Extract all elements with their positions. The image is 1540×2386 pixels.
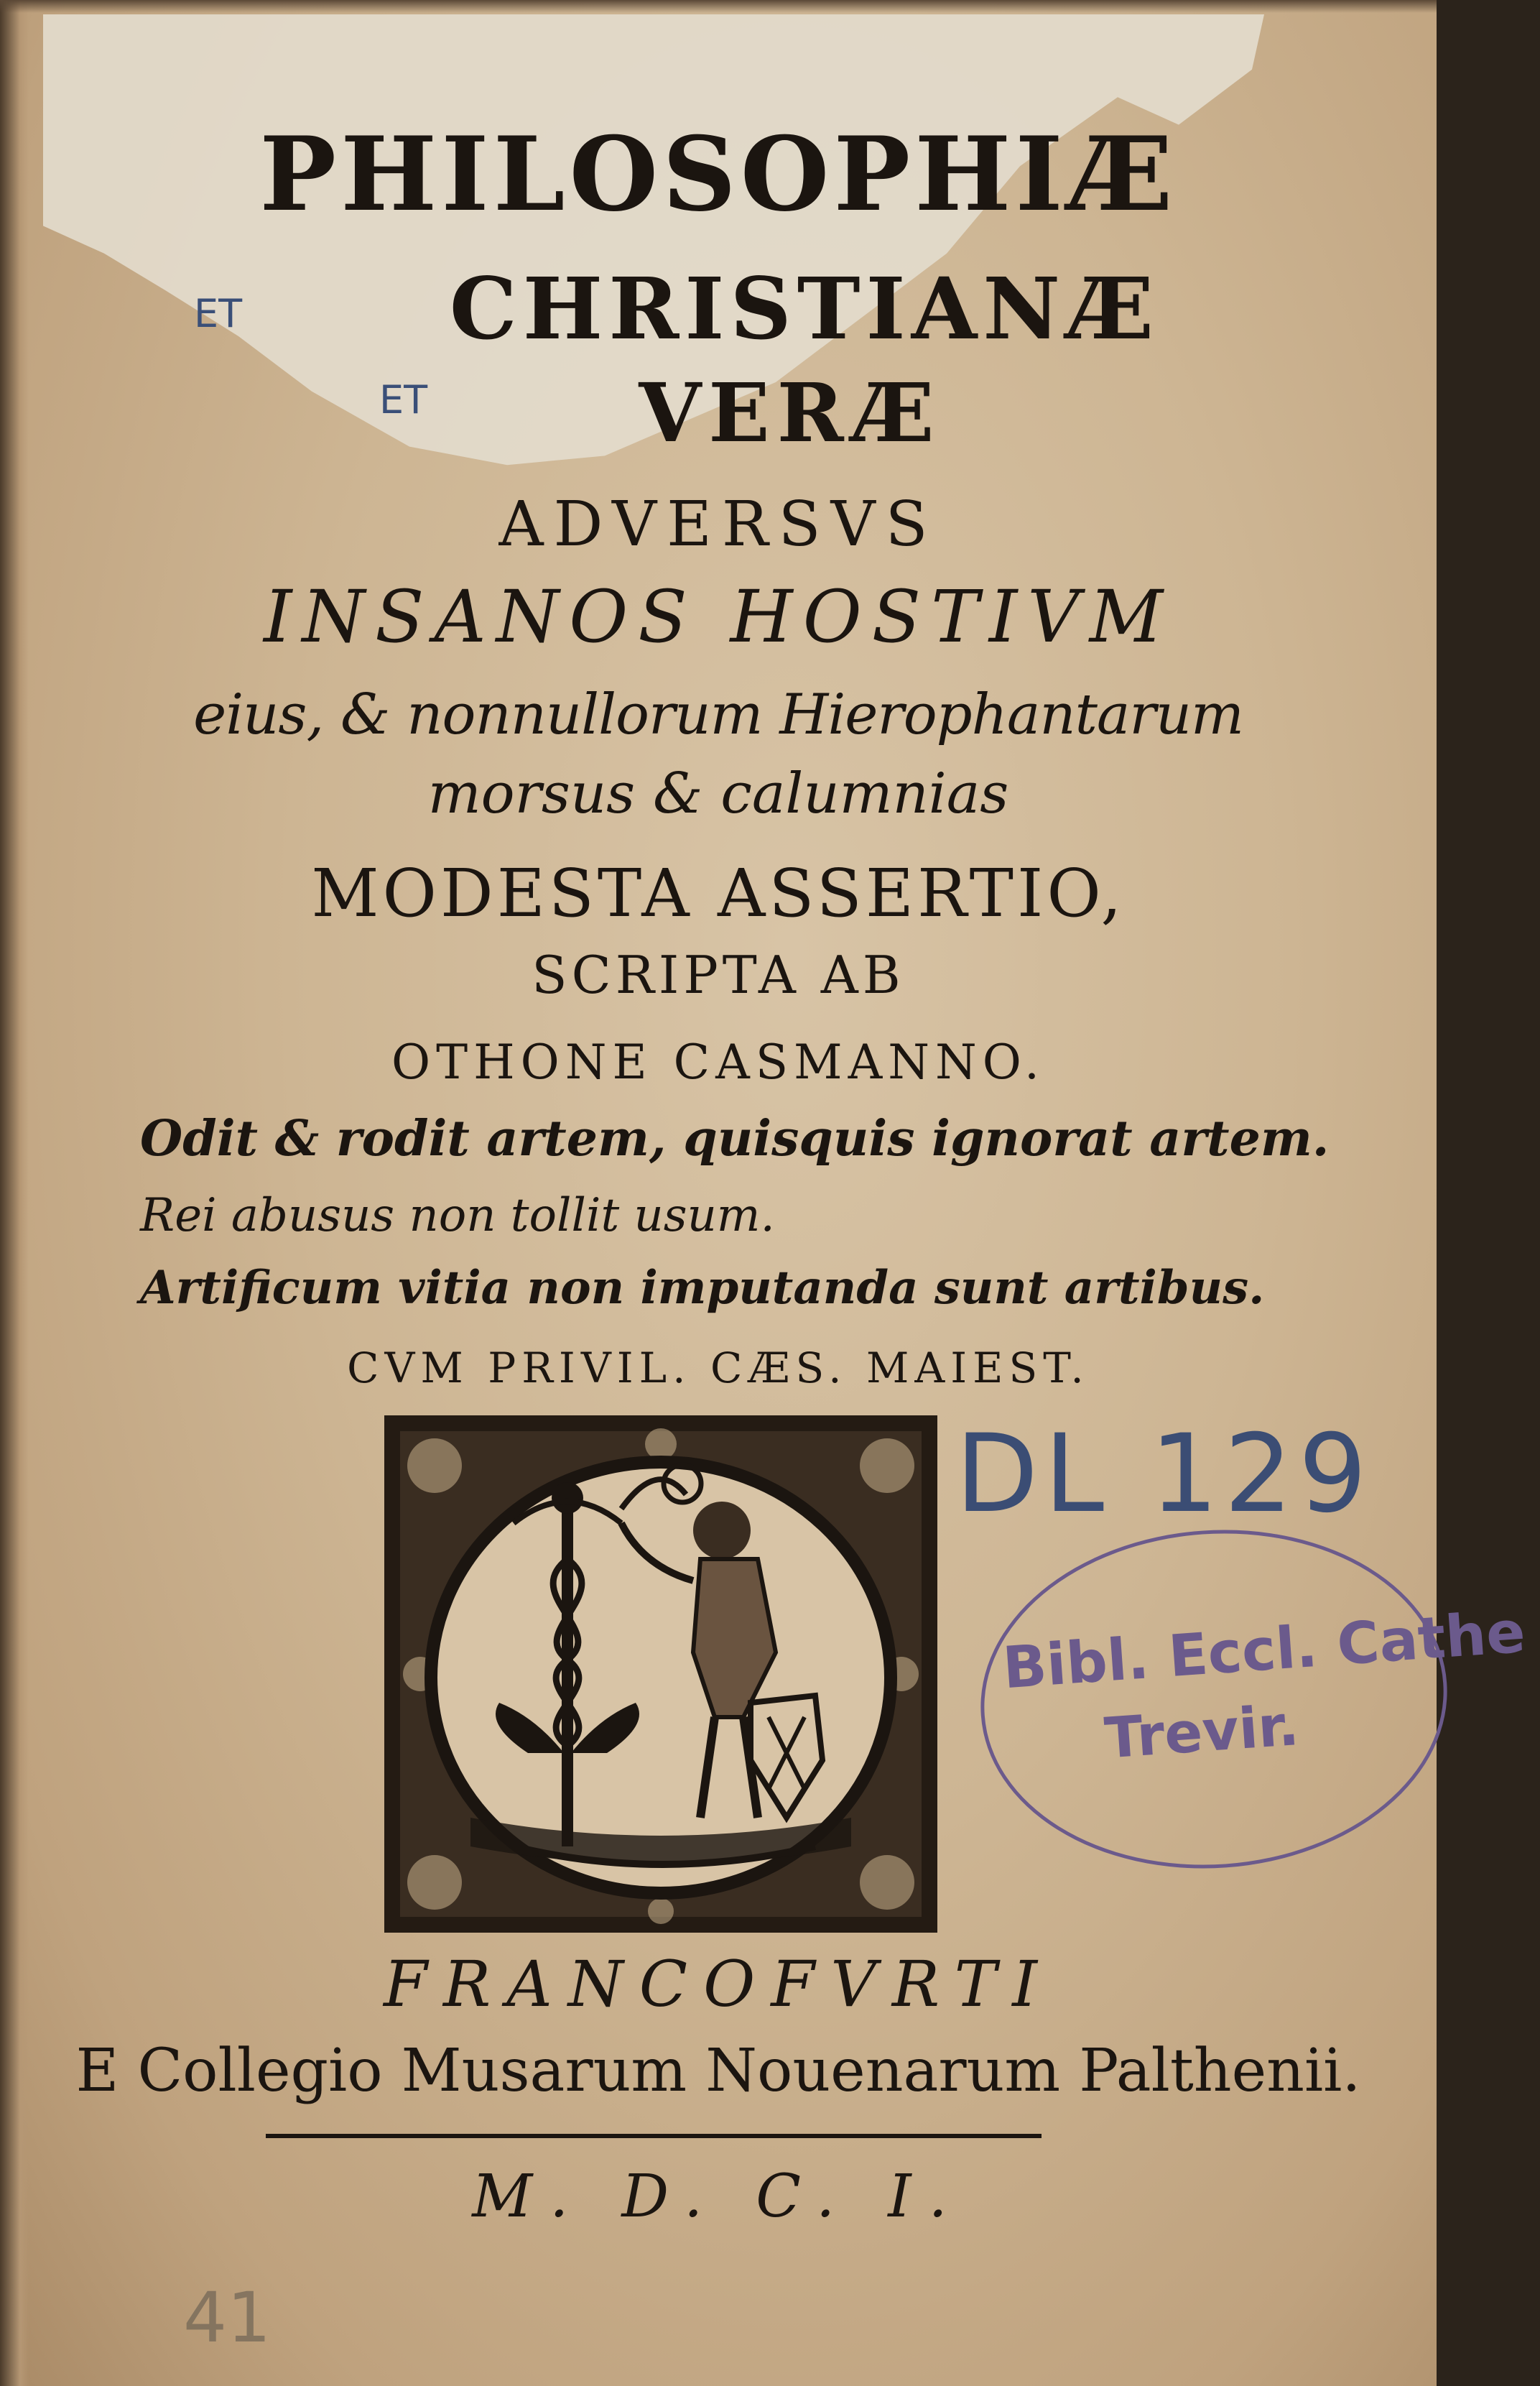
title-line-1: PHILOSOPHIÆ: [259, 115, 1177, 234]
stamp-line-2: Trevir.: [1103, 1693, 1302, 1772]
shelfmark: DL 129: [955, 1412, 1373, 1537]
title-line-3: VERÆ: [639, 366, 942, 461]
handwritten-et-1: ET: [194, 291, 243, 336]
imprint-rule: [266, 2134, 1042, 2138]
author-line: OTHONE CASMANNO.: [391, 1035, 1046, 1090]
modesta-line: MODESTA ASSERTIO,: [311, 855, 1126, 932]
printers-device-woodcut: [384, 1415, 937, 1933]
scripta-line: SCRIPTA AB: [532, 945, 905, 1005]
motto-1: Odit & rodit artem, quisquis ignorat artem.: [140, 1110, 1330, 1167]
morsus-line: morsus & calumnias: [427, 762, 1009, 826]
eius-line: eius, & nonnullorum Hierophantarum: [193, 683, 1243, 747]
corner-number: 41: [183, 2278, 272, 2358]
stamp-line-1: Bibl. Eccl. Cathe: [1001, 1598, 1528, 1702]
handwritten-et-2: ET: [379, 377, 428, 422]
page-edge: [0, 0, 29, 2386]
page-edge-top: [0, 0, 1437, 13]
imprint-date: M. D. C. I.: [472, 2163, 965, 2231]
motto-3: Artificum vitia non imputanda sunt artibus.: [140, 1261, 1265, 1315]
imprint-publisher: E Collegio Musarum Nouenarum Palthenii.: [75, 2037, 1361, 2105]
library-stamp: [969, 1515, 1528, 1884]
adversus-line: ADVERSVS: [498, 489, 938, 560]
title-line-2: CHRISTIANÆ: [449, 259, 1160, 359]
imprint-city: FRANCOFVRTI: [383, 1947, 1054, 2021]
motto-2: Rei abusus non tollit usum.: [140, 1189, 775, 1242]
insanos-line: INSANOS HOSTIVM: [263, 575, 1173, 659]
privilege-line: CVM PRIVIL. CÆS. MAIEST.: [347, 1344, 1090, 1392]
